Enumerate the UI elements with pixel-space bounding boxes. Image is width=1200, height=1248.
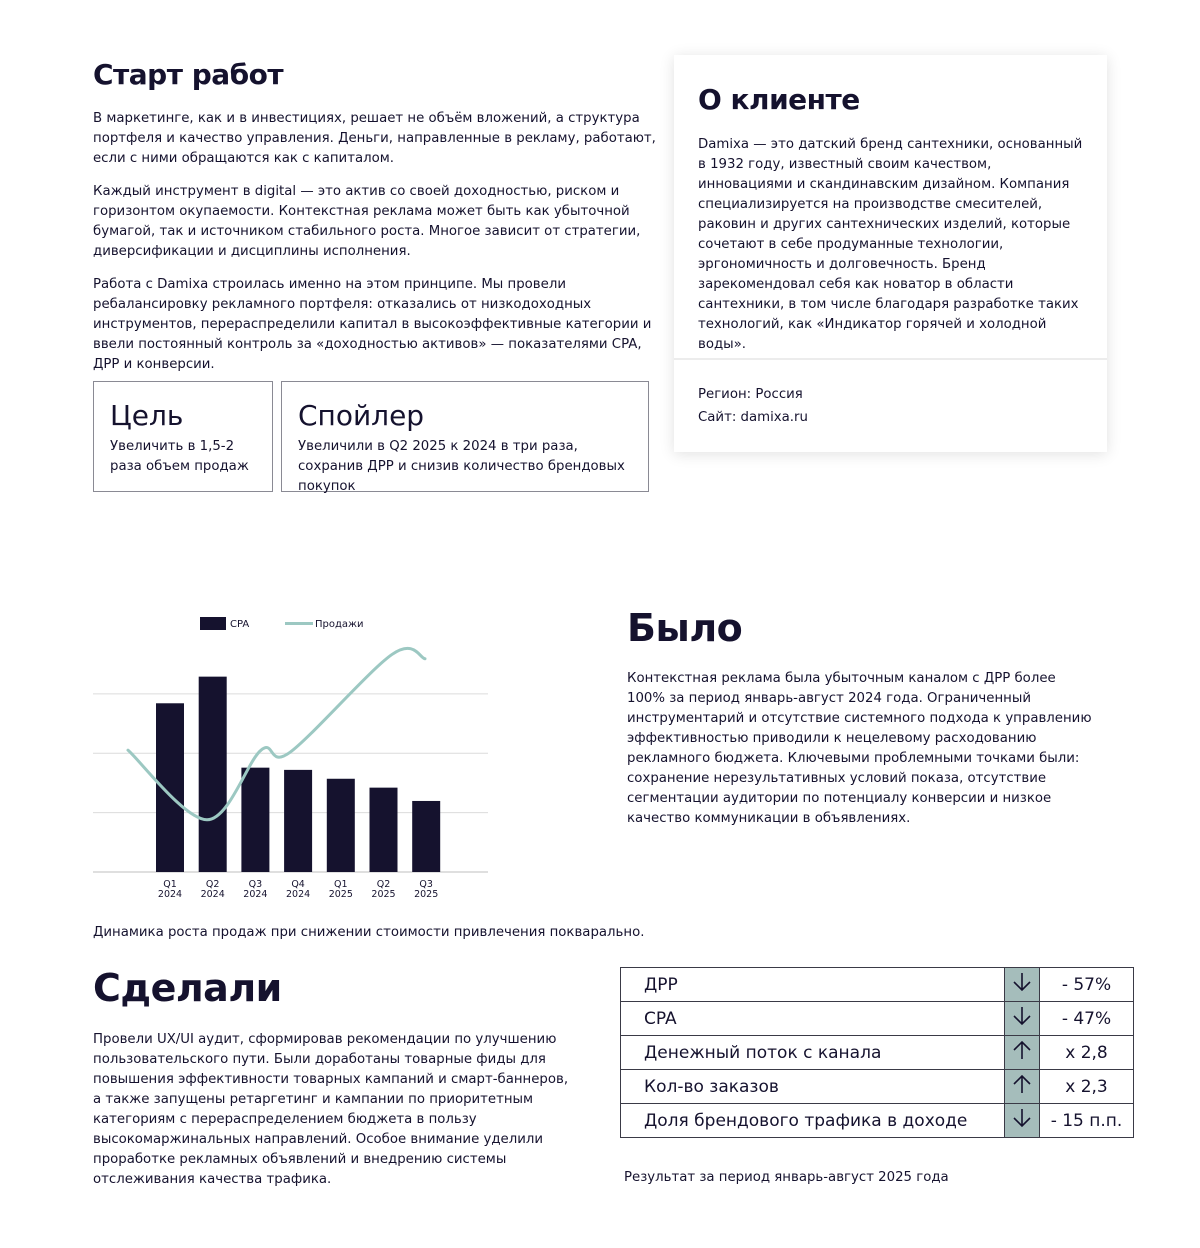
start-paragraph-2: Каждый инструмент в digital — это актив со своей доходностью, риском и горизонтом окупаемости. Контекстная реклама может быть как убыточной бумагой, так и источником стабильного роста. Многое зависит от стратегии, диверсификации и дисциплины исполнения. — [93, 184, 641, 259]
client-site: Сайт: damixa.ru — [698, 410, 808, 425]
chart-bars — [156, 677, 440, 872]
cpa-bar — [284, 770, 312, 872]
client-title: О клиенте — [698, 83, 860, 116]
cpa-bar — [412, 801, 440, 872]
cpa-bar — [241, 768, 269, 872]
start-paragraph-3: Работа с Damixa строилась именно на этом принципе. Мы провели ребалансировку рекламного портфеля: отказались от низкодоходных инструментов, перераспределили капитал в высокоэффективные категории и ввели постоянный контроль за «доходностью активов» — показателями CPA, ДРР и конверсии. — [93, 277, 652, 372]
chart-legend — [200, 617, 364, 630]
results-row — [621, 1070, 1134, 1104]
x-tick-label: Q3 2024 — [243, 879, 268, 900]
x-tick-label: Q2 2025 — [371, 879, 396, 900]
results-row — [621, 968, 1134, 1002]
legend-cpa-label: CPA — [230, 619, 250, 630]
goal-title: Цель — [110, 399, 184, 432]
x-tick-label: Q4 2024 — [286, 879, 311, 900]
x-tick-label: Q1 2024 — [157, 879, 183, 900]
results-row-value: - 57% — [1040, 968, 1134, 1002]
was-text: Контекстная реклама была убыточным каналом с ДРР более 100% за период январь-август 2024 года. Ограниченный инструментарий и отсутствие системного подхода к управлению эффективностью приводили к нецелевому расходованию рекламного бюджета. Ключевыми проблемными точками были: сохранение нерезультативных условий показа, отсутствие сегментации аудитории по потенциалу конверсии и низкое качество коммуникации в объявлениях. — [627, 671, 1092, 826]
results-row-value: х 2,3 — [1040, 1070, 1134, 1104]
done-title: Сделали — [93, 966, 282, 1010]
results-row-value: х 2,8 — [1040, 1036, 1134, 1070]
done-text: Провели UX/UI аудит, сформировав рекомендации по улучшению пользовательского пути. Были доработаны товарные фиды для повышения эффективности товарных кампаний и смарт-баннеров, а также запущены ретаргетинг и кампании по приоритетным категориям с перераспределением бюджета в пользу высокомаржинальных направлений. Особое внимание уделили проработке рекламных объявлений и внедрению системы отслеживания качества трафика. — [93, 1032, 569, 1187]
results-row-label: Кол-во заказов — [621, 1070, 1005, 1104]
arrow-down-icon — [1005, 968, 1040, 1002]
goal-text: Увеличить в 1,5-2 раза объем продаж — [110, 439, 249, 474]
client-divider — [674, 358, 1107, 360]
results-table-body — [621, 968, 1134, 1138]
results-row-label: ДРР — [621, 968, 1005, 1002]
arrow-up-icon — [1005, 1036, 1040, 1070]
chart-caption: Динамика роста продаж при снижении стоимости привлечения покварально. — [93, 925, 645, 940]
arrow-down-icon — [1005, 1002, 1040, 1036]
cpa-bar — [327, 779, 355, 872]
results-row — [621, 1104, 1134, 1138]
arrow-down-icon — [1005, 1104, 1040, 1138]
spoiler-box — [281, 381, 649, 492]
x-tick-label: Q3 2025 — [414, 879, 439, 900]
arrow-up-icon — [1005, 1070, 1040, 1104]
x-tick-label: Q1 2025 — [328, 879, 353, 900]
start-title: Старт работ — [93, 58, 284, 91]
cpa-bar — [199, 677, 227, 872]
legend-sales-swatch — [285, 622, 313, 625]
results-row-value: - 15 п.п. — [1040, 1104, 1134, 1138]
legend-cpa-swatch — [200, 617, 226, 630]
results-row-label: CPA — [621, 1002, 1005, 1036]
results-table — [620, 967, 1134, 1138]
spoiler-text: Увеличили в Q2 2025 к 2024 в три раза, сохранив ДРР и снизив количество брендовых покупок — [298, 439, 625, 494]
results-row — [621, 1002, 1134, 1036]
spoiler-title: Спойлер — [298, 399, 425, 432]
start-body — [93, 109, 658, 375]
x-tick-label: Q2 2024 — [200, 879, 225, 900]
was-title: Было — [627, 606, 743, 650]
start-paragraph-1: В маркетинге, как и в инвестициях, решает не объём вложений, а структура портфеля и качество управления. Деньги, направленные в рекламу, работают, если с ними обращаются как с капиталом. — [93, 111, 656, 166]
cpa-sales-chart — [80, 600, 510, 910]
cpa-bar — [156, 703, 184, 872]
results-row — [621, 1036, 1134, 1070]
client-region: Регион: Россия — [698, 387, 803, 402]
results-row-value: - 47% — [1040, 1002, 1134, 1036]
client-description: Damixa — это датский бренд сантехники, основанный в 1932 году, известный своим качеством, инновациями и скандинавским дизайном. Компания специализируется на производстве смесителей, раковин и других сантехнических изделий, которые сочетают в себе продуманные технологии, эргономичность и долговечность. Бренд зарекомендовал себя как новатор в области сантехники, в том числе благодаря разработке таких технологий, как «Индикатор горячей и холодной воды». — [698, 137, 1083, 352]
client-meta — [698, 383, 808, 429]
cpa-bar — [370, 788, 398, 872]
results-row-label: Доля брендового трафика в доходе — [621, 1104, 1005, 1138]
results-row-label: Денежный поток с канала — [621, 1036, 1005, 1070]
legend-sales-label: Продажи — [315, 619, 364, 630]
chart-x-ticks — [158, 879, 438, 900]
client-card — [674, 55, 1107, 452]
goal-box — [93, 381, 273, 492]
results-caption: Результат за период январь-август 2025 года — [624, 1170, 949, 1185]
